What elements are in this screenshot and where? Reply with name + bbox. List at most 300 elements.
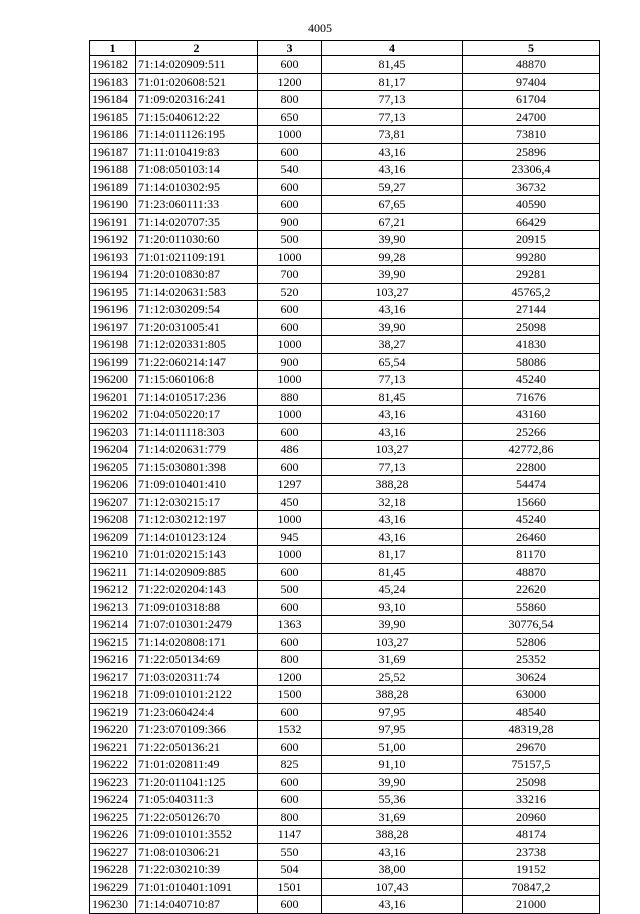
value-cell: 45240	[463, 511, 600, 529]
area-cell: 600	[258, 773, 322, 791]
data-table	[89, 40, 600, 914]
area-cell: 600	[258, 318, 322, 336]
rate-cell: 39,90	[322, 773, 463, 791]
rate-cell: 31,69	[322, 808, 463, 826]
rate-cell: 32,18	[322, 493, 463, 511]
row-number-cell: 196229	[90, 878, 136, 896]
row-number-cell: 196222	[90, 756, 136, 774]
area-cell: 600	[258, 56, 322, 74]
rate-cell: 99,28	[322, 248, 463, 266]
row-number-cell: 196224	[90, 791, 136, 809]
table-row	[90, 668, 600, 686]
value-cell: 54474	[463, 476, 600, 494]
row-number-cell: 196205	[90, 458, 136, 476]
column-header: 1	[90, 41, 136, 56]
rate-cell: 39,90	[322, 318, 463, 336]
area-cell: 500	[258, 581, 322, 599]
cadastral-number-cell: 71:14:020909:511	[136, 56, 258, 74]
row-number-cell: 196203	[90, 423, 136, 441]
value-cell: 55860	[463, 598, 600, 616]
cadastral-number-cell: 71:14:020707:35	[136, 213, 258, 231]
row-number-cell: 196208	[90, 511, 136, 529]
cadastral-number-cell: 71:12:030215:17	[136, 493, 258, 511]
rate-cell: 43,16	[322, 143, 463, 161]
rate-cell: 67,21	[322, 213, 463, 231]
table-row	[90, 73, 600, 91]
rate-cell: 107,43	[322, 878, 463, 896]
page-number: 4005	[308, 21, 332, 35]
rate-cell: 103,27	[322, 441, 463, 459]
area-cell: 600	[258, 143, 322, 161]
rate-cell: 81,45	[322, 56, 463, 74]
table-header-row	[90, 41, 600, 56]
cadastral-number-cell: 71:08:010306:21	[136, 843, 258, 861]
value-cell: 61704	[463, 91, 600, 109]
cadastral-number-cell: 71:14:010123:124	[136, 528, 258, 546]
rate-cell: 65,54	[322, 353, 463, 371]
table-row	[90, 511, 600, 529]
cadastral-number-cell: 71:01:010401:1091	[136, 878, 258, 896]
area-cell: 650	[258, 108, 322, 126]
value-cell: 41830	[463, 336, 600, 354]
cadastral-number-cell: 71:20:031005:41	[136, 318, 258, 336]
cadastral-number-cell: 71:22:050126:70	[136, 808, 258, 826]
area-cell: 1200	[258, 73, 322, 91]
cadastral-number-cell: 71:09:010101:3552	[136, 826, 258, 844]
row-number-cell: 196202	[90, 406, 136, 424]
cadastral-number-cell: 71:03:020311:74	[136, 668, 258, 686]
cadastral-number-cell: 71:22:030210:39	[136, 861, 258, 879]
row-number-cell: 196193	[90, 248, 136, 266]
rate-cell: 388,28	[322, 826, 463, 844]
rate-cell: 388,28	[322, 686, 463, 704]
cadastral-number-cell: 71:20:011030:60	[136, 231, 258, 249]
table-row	[90, 476, 600, 494]
row-number-cell: 196200	[90, 371, 136, 389]
row-number-cell: 196191	[90, 213, 136, 231]
rate-cell: 39,90	[322, 266, 463, 284]
table-row	[90, 826, 600, 844]
area-cell: 1000	[258, 371, 322, 389]
table-row	[90, 861, 600, 879]
row-number-cell: 196230	[90, 896, 136, 914]
value-cell: 73810	[463, 126, 600, 144]
row-number-cell: 196197	[90, 318, 136, 336]
area-cell: 550	[258, 843, 322, 861]
table-row	[90, 283, 600, 301]
value-cell: 52806	[463, 633, 600, 651]
rate-cell: 43,16	[322, 896, 463, 914]
area-cell: 1147	[258, 826, 322, 844]
rate-cell: 43,16	[322, 406, 463, 424]
table-row	[90, 878, 600, 896]
cadastral-number-cell: 71:20:010830:87	[136, 266, 258, 284]
area-cell: 600	[258, 423, 322, 441]
value-cell: 48319,28	[463, 721, 600, 739]
rate-cell: 38,27	[322, 336, 463, 354]
cadastral-number-cell: 71:11:010419:83	[136, 143, 258, 161]
rate-cell: 77,13	[322, 371, 463, 389]
row-number-cell: 196213	[90, 598, 136, 616]
value-cell: 22620	[463, 581, 600, 599]
row-number-cell: 196217	[90, 668, 136, 686]
cadastral-number-cell: 71:12:020331:805	[136, 336, 258, 354]
rate-cell: 81,17	[322, 546, 463, 564]
table-row	[90, 633, 600, 651]
value-cell: 43160	[463, 406, 600, 424]
table-row	[90, 896, 600, 914]
value-cell: 19152	[463, 861, 600, 879]
row-number-cell: 196216	[90, 651, 136, 669]
row-number-cell: 196196	[90, 301, 136, 319]
table-row	[90, 336, 600, 354]
value-cell: 58086	[463, 353, 600, 371]
value-cell: 27144	[463, 301, 600, 319]
value-cell: 30776,54	[463, 616, 600, 634]
row-number-cell: 196206	[90, 476, 136, 494]
table-row	[90, 808, 600, 826]
table-row	[90, 248, 600, 266]
value-cell: 20960	[463, 808, 600, 826]
area-cell: 825	[258, 756, 322, 774]
area-cell: 1000	[258, 126, 322, 144]
value-cell: 81170	[463, 546, 600, 564]
table-row	[90, 196, 600, 214]
area-cell: 1000	[258, 511, 322, 529]
row-number-cell: 196184	[90, 91, 136, 109]
cadastral-number-cell: 71:07:010301:2479	[136, 616, 258, 634]
area-cell: 1000	[258, 546, 322, 564]
area-cell: 600	[258, 703, 322, 721]
value-cell: 25098	[463, 773, 600, 791]
value-cell: 99280	[463, 248, 600, 266]
table-row	[90, 563, 600, 581]
area-cell: 600	[258, 563, 322, 581]
value-cell: 48870	[463, 56, 600, 74]
cadastral-number-cell: 71:15:060106:8	[136, 371, 258, 389]
area-cell: 504	[258, 861, 322, 879]
table-row	[90, 686, 600, 704]
row-number-cell: 196227	[90, 843, 136, 861]
row-number-cell: 196185	[90, 108, 136, 126]
table-row	[90, 738, 600, 756]
row-number-cell: 196218	[90, 686, 136, 704]
value-cell: 25352	[463, 651, 600, 669]
cadastral-number-cell: 71:14:020909:885	[136, 563, 258, 581]
area-cell: 600	[258, 598, 322, 616]
column-header: 5	[463, 41, 600, 56]
area-cell: 700	[258, 266, 322, 284]
rate-cell: 103,27	[322, 633, 463, 651]
row-number-cell: 196188	[90, 161, 136, 179]
value-cell: 45240	[463, 371, 600, 389]
row-number-cell: 196215	[90, 633, 136, 651]
area-cell: 1501	[258, 878, 322, 896]
area-cell: 800	[258, 808, 322, 826]
row-number-cell: 196201	[90, 388, 136, 406]
table-row	[90, 91, 600, 109]
row-number-cell: 196198	[90, 336, 136, 354]
table-row	[90, 371, 600, 389]
value-cell: 48540	[463, 703, 600, 721]
row-number-cell: 196223	[90, 773, 136, 791]
row-number-cell: 196204	[90, 441, 136, 459]
value-cell: 42772,86	[463, 441, 600, 459]
table-row	[90, 651, 600, 669]
rate-cell: 67,65	[322, 196, 463, 214]
table-row	[90, 178, 600, 196]
cadastral-number-cell: 71:14:010517:236	[136, 388, 258, 406]
area-cell: 800	[258, 91, 322, 109]
value-cell: 66429	[463, 213, 600, 231]
cadastral-number-cell: 71:14:020631:779	[136, 441, 258, 459]
value-cell: 29670	[463, 738, 600, 756]
cadastral-number-cell: 71:20:011041:125	[136, 773, 258, 791]
value-cell: 48174	[463, 826, 600, 844]
row-number-cell: 196187	[90, 143, 136, 161]
cadastral-number-cell: 71:09:010401:410	[136, 476, 258, 494]
row-number-cell: 196214	[90, 616, 136, 634]
area-cell: 600	[258, 301, 322, 319]
area-cell: 945	[258, 528, 322, 546]
cadastral-number-cell: 71:23:070109:366	[136, 721, 258, 739]
area-cell: 1200	[258, 668, 322, 686]
table-row	[90, 791, 600, 809]
value-cell: 36732	[463, 178, 600, 196]
row-number-cell: 196212	[90, 581, 136, 599]
cadastral-number-cell: 71:23:060111:33	[136, 196, 258, 214]
rate-cell: 43,16	[322, 511, 463, 529]
table-row	[90, 231, 600, 249]
table-row	[90, 266, 600, 284]
column-header: 2	[136, 41, 258, 56]
rate-cell: 73,81	[322, 126, 463, 144]
rate-cell: 93,10	[322, 598, 463, 616]
area-cell: 600	[258, 633, 322, 651]
cadastral-number-cell: 71:12:030212:197	[136, 511, 258, 529]
rate-cell: 97,95	[322, 703, 463, 721]
rate-cell: 77,13	[322, 108, 463, 126]
area-cell: 600	[258, 896, 322, 914]
rate-cell: 103,27	[322, 283, 463, 301]
cadastral-number-cell: 71:12:030209:54	[136, 301, 258, 319]
rate-cell: 25,52	[322, 668, 463, 686]
cadastral-number-cell: 71:09:010101:2122	[136, 686, 258, 704]
value-cell: 24700	[463, 108, 600, 126]
row-number-cell: 196192	[90, 231, 136, 249]
rate-cell: 31,69	[322, 651, 463, 669]
cadastral-number-cell: 71:23:060424:4	[136, 703, 258, 721]
rate-cell: 43,16	[322, 301, 463, 319]
table-row	[90, 756, 600, 774]
rate-cell: 59,27	[322, 178, 463, 196]
row-number-cell: 196209	[90, 528, 136, 546]
rate-cell: 55,36	[322, 791, 463, 809]
area-cell: 1000	[258, 336, 322, 354]
cadastral-number-cell: 71:15:030801:398	[136, 458, 258, 476]
table-row	[90, 126, 600, 144]
area-cell: 1363	[258, 616, 322, 634]
cadastral-number-cell: 71:05:040311:3	[136, 791, 258, 809]
area-cell: 1297	[258, 476, 322, 494]
cadastral-number-cell: 71:14:020808:171	[136, 633, 258, 651]
row-number-cell: 196220	[90, 721, 136, 739]
area-cell: 1532	[258, 721, 322, 739]
cadastral-number-cell: 71:01:021109:191	[136, 248, 258, 266]
cadastral-number-cell: 71:14:011126:195	[136, 126, 258, 144]
rate-cell: 81,45	[322, 563, 463, 581]
area-cell: 800	[258, 651, 322, 669]
table-row	[90, 318, 600, 336]
area-cell: 1500	[258, 686, 322, 704]
table-row	[90, 441, 600, 459]
row-number-cell: 196189	[90, 178, 136, 196]
rate-cell: 77,13	[322, 458, 463, 476]
table-row	[90, 388, 600, 406]
rate-cell: 77,13	[322, 91, 463, 109]
value-cell: 15660	[463, 493, 600, 511]
area-cell: 900	[258, 353, 322, 371]
cadastral-number-cell: 71:14:010302:95	[136, 178, 258, 196]
row-number-cell: 196182	[90, 56, 136, 74]
value-cell: 48870	[463, 563, 600, 581]
value-cell: 75157,5	[463, 756, 600, 774]
value-cell: 30624	[463, 668, 600, 686]
value-cell: 20915	[463, 231, 600, 249]
value-cell: 25896	[463, 143, 600, 161]
area-cell: 600	[258, 458, 322, 476]
area-cell: 1000	[258, 248, 322, 266]
value-cell: 40590	[463, 196, 600, 214]
cadastral-number-cell: 71:22:050136:21	[136, 738, 258, 756]
value-cell: 29281	[463, 266, 600, 284]
row-number-cell: 196219	[90, 703, 136, 721]
table-row	[90, 598, 600, 616]
cadastral-number-cell: 71:01:020608:521	[136, 73, 258, 91]
cadastral-number-cell: 71:14:040710:87	[136, 896, 258, 914]
area-cell: 600	[258, 738, 322, 756]
column-header: 3	[258, 41, 322, 56]
rate-cell: 388,28	[322, 476, 463, 494]
area-cell: 600	[258, 196, 322, 214]
cadastral-number-cell: 71:22:060214:147	[136, 353, 258, 371]
area-cell: 486	[258, 441, 322, 459]
row-number-cell: 196225	[90, 808, 136, 826]
cadastral-number-cell: 71:22:020204:143	[136, 581, 258, 599]
table-row	[90, 56, 600, 74]
row-number-cell: 196183	[90, 73, 136, 91]
table-row	[90, 528, 600, 546]
value-cell: 26460	[463, 528, 600, 546]
rate-cell: 43,16	[322, 423, 463, 441]
area-cell: 900	[258, 213, 322, 231]
cadastral-number-cell: 71:09:010318:88	[136, 598, 258, 616]
row-number-cell: 196194	[90, 266, 136, 284]
rate-cell: 51,00	[322, 738, 463, 756]
table-row	[90, 773, 600, 791]
column-header: 4	[322, 41, 463, 56]
row-number-cell: 196207	[90, 493, 136, 511]
cadastral-number-cell: 71:01:020811:49	[136, 756, 258, 774]
rate-cell: 81,45	[322, 388, 463, 406]
area-cell: 600	[258, 178, 322, 196]
cadastral-number-cell: 71:14:011118:303	[136, 423, 258, 441]
table-row	[90, 353, 600, 371]
rate-cell: 39,90	[322, 231, 463, 249]
row-number-cell: 196195	[90, 283, 136, 301]
table-row	[90, 458, 600, 476]
area-cell: 520	[258, 283, 322, 301]
table-row	[90, 703, 600, 721]
rate-cell: 43,16	[322, 843, 463, 861]
row-number-cell: 196199	[90, 353, 136, 371]
area-cell: 880	[258, 388, 322, 406]
value-cell: 45765,2	[463, 283, 600, 301]
value-cell: 23738	[463, 843, 600, 861]
rate-cell: 45,24	[322, 581, 463, 599]
table-row	[90, 406, 600, 424]
cadastral-number-cell: 71:14:020631:583	[136, 283, 258, 301]
rate-cell: 43,16	[322, 528, 463, 546]
cadastral-number-cell: 71:04:050220:17	[136, 406, 258, 424]
table-row	[90, 108, 600, 126]
table-row	[90, 301, 600, 319]
cadastral-number-cell: 71:09:020316:241	[136, 91, 258, 109]
value-cell: 23306,4	[463, 161, 600, 179]
table-row	[90, 721, 600, 739]
table-row	[90, 843, 600, 861]
value-cell: 97404	[463, 73, 600, 91]
cadastral-number-cell: 71:08:050103:14	[136, 161, 258, 179]
table-row	[90, 581, 600, 599]
rate-cell: 43,16	[322, 161, 463, 179]
rate-cell: 38,00	[322, 861, 463, 879]
area-cell: 500	[258, 231, 322, 249]
table-row	[90, 616, 600, 634]
cadastral-number-cell: 71:15:040612:22	[136, 108, 258, 126]
value-cell: 21000	[463, 896, 600, 914]
value-cell: 70847,2	[463, 878, 600, 896]
table-body	[90, 56, 600, 914]
value-cell: 63000	[463, 686, 600, 704]
row-number-cell: 196221	[90, 738, 136, 756]
rate-cell: 91,10	[322, 756, 463, 774]
value-cell: 33216	[463, 791, 600, 809]
area-cell: 600	[258, 791, 322, 809]
rate-cell: 39,90	[322, 616, 463, 634]
table-row	[90, 213, 600, 231]
value-cell: 25098	[463, 318, 600, 336]
row-number-cell: 196210	[90, 546, 136, 564]
value-cell: 25266	[463, 423, 600, 441]
table-row	[90, 546, 600, 564]
cadastral-number-cell: 71:22:050134:69	[136, 651, 258, 669]
table-row	[90, 143, 600, 161]
table-row	[90, 493, 600, 511]
rate-cell: 81,17	[322, 73, 463, 91]
row-number-cell: 196228	[90, 861, 136, 879]
value-cell: 22800	[463, 458, 600, 476]
rate-cell: 97,95	[322, 721, 463, 739]
row-number-cell: 196186	[90, 126, 136, 144]
value-cell: 71676	[463, 388, 600, 406]
area-cell: 1000	[258, 406, 322, 424]
table-row	[90, 161, 600, 179]
area-cell: 450	[258, 493, 322, 511]
area-cell: 540	[258, 161, 322, 179]
table-row	[90, 423, 600, 441]
cadastral-number-cell: 71:01:020215:143	[136, 546, 258, 564]
